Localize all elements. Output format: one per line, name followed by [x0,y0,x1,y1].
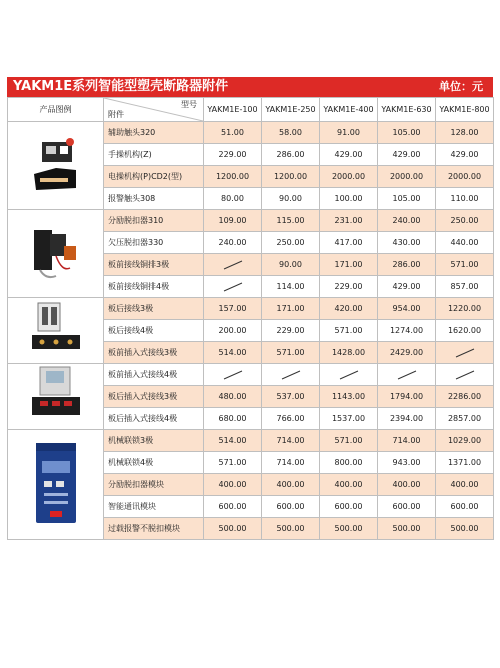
price-cell: 571.00 [262,342,320,364]
product-image-auxiliary-contact [8,122,104,210]
price-cell: 420.00 [320,298,378,320]
price-cell: 429.00 [436,144,494,166]
price-cell: 171.00 [320,254,378,276]
price-cell: 231.00 [320,210,378,232]
price-cell: 500.00 [204,518,262,540]
price-cell: 600.00 [204,496,262,518]
price-cell: 2394.00 [378,408,436,430]
price-cell: 1428.00 [320,342,378,364]
accessory-name: 分励脱扣器310 [104,210,204,232]
price-cell: 58.00 [262,122,320,144]
accessory-name: 板后接线4极 [104,320,204,342]
accessory-name: 板后插入式接线3极 [104,386,204,408]
price-cell: 714.00 [262,452,320,474]
model-label: 型号 [181,100,197,109]
price-cell: 954.00 [378,298,436,320]
accessory-name: 过载报警不脱扣模块 [104,518,204,540]
price-cell: 128.00 [436,122,494,144]
not-available-slash-icon [436,342,494,364]
accessory-name: 分励脱扣器模块 [104,474,204,496]
model-header: YAKM1E-100 [204,98,262,122]
image-column-header: 产品图例 [8,98,104,122]
price-cell: 1274.00 [378,320,436,342]
price-cell: 400.00 [262,474,320,496]
accessory-name: 板前接线铜排3极 [104,254,204,276]
price-cell: 480.00 [204,386,262,408]
accessory-name: 电操机构(P)CD2(型) [104,166,204,188]
not-available-slash-icon [262,364,320,386]
price-cell: 440.00 [436,232,494,254]
price-cell: 240.00 [378,210,436,232]
price-cell: 2857.00 [436,408,494,430]
price-cell: 80.00 [204,188,262,210]
model-header: YAKM1E-630 [378,98,436,122]
price-cell: 171.00 [262,298,320,320]
price-cell: 600.00 [436,496,494,518]
price-table [7,97,494,540]
table-row [8,210,494,232]
price-cell: 1794.00 [378,386,436,408]
not-available-slash-icon [320,364,378,386]
price-cell: 240.00 [204,232,262,254]
price-cell: 429.00 [320,144,378,166]
price-cell: 2286.00 [436,386,494,408]
product-image-rear-connection [8,298,104,364]
price-cell: 680.00 [204,408,262,430]
price-cell: 1620.00 [436,320,494,342]
unit-label: 单位：元 [439,80,483,93]
accessory-name: 板后接线3极 [104,298,204,320]
price-cell: 229.00 [262,320,320,342]
price-cell: 600.00 [262,496,320,518]
price-cell: 571.00 [204,452,262,474]
price-cell: 800.00 [320,452,378,474]
table-row [8,430,494,452]
price-cell: 90.00 [262,254,320,276]
price-cell: 514.00 [204,430,262,452]
price-cell: 429.00 [378,144,436,166]
price-cell: 51.00 [204,122,262,144]
price-cell: 1371.00 [436,452,494,474]
price-cell: 110.00 [436,188,494,210]
price-cell: 115.00 [262,210,320,232]
price-cell: 600.00 [320,496,378,518]
price-cell: 105.00 [378,188,436,210]
price-cell: 600.00 [378,496,436,518]
price-cell: 1200.00 [204,166,262,188]
price-cell: 286.00 [378,254,436,276]
header-row [8,98,494,122]
not-available-slash-icon [204,364,262,386]
accessory-name: 板前插入式接线3极 [104,342,204,364]
accessory-name: 板后插入式接线4极 [104,408,204,430]
price-cell: 200.00 [204,320,262,342]
price-cell: 500.00 [436,518,494,540]
diagonal-header-cell [104,98,204,122]
price-cell: 2000.00 [378,166,436,188]
price-cell: 114.00 [262,276,320,298]
price-cell: 1200.00 [262,166,320,188]
price-cell: 417.00 [320,232,378,254]
title-banner [7,77,493,97]
price-cell: 100.00 [320,188,378,210]
price-cell: 571.00 [320,430,378,452]
model-header: YAKM1E-250 [262,98,320,122]
price-cell: 229.00 [320,276,378,298]
price-cell: 500.00 [262,518,320,540]
accessory-name: 机械联锁4极 [104,452,204,474]
model-header: YAKM1E-400 [320,98,378,122]
price-cell: 400.00 [204,474,262,496]
price-cell: 514.00 [204,342,262,364]
price-cell: 2429.00 [378,342,436,364]
price-cell: 571.00 [320,320,378,342]
price-cell: 250.00 [436,210,494,232]
price-cell: 500.00 [378,518,436,540]
price-cell: 91.00 [320,122,378,144]
price-cell: 105.00 [378,122,436,144]
product-image-intelligent-module [8,430,104,540]
price-cell: 1143.00 [320,386,378,408]
product-image-shunt-trip [8,210,104,298]
not-available-slash-icon [204,254,262,276]
price-cell: 109.00 [204,210,262,232]
price-cell: 1029.00 [436,430,494,452]
price-cell: 714.00 [378,430,436,452]
not-available-slash-icon [436,364,494,386]
accessory-name: 板前接线铜排4极 [104,276,204,298]
price-cell: 571.00 [436,254,494,276]
table-row [8,122,494,144]
price-cell: 2000.00 [320,166,378,188]
product-image-plug-in-connection [8,364,104,430]
price-cell: 400.00 [320,474,378,496]
accessory-name: 欠压脱扣器330 [104,232,204,254]
price-cell: 430.00 [378,232,436,254]
price-cell: 766.00 [262,408,320,430]
price-cell: 2000.00 [436,166,494,188]
table-row [8,298,494,320]
price-cell: 537.00 [262,386,320,408]
price-cell: 943.00 [378,452,436,474]
price-cell: 857.00 [436,276,494,298]
part-label: 附件 [108,110,124,119]
price-cell: 157.00 [204,298,262,320]
not-available-slash-icon [204,276,262,298]
accessory-name: 辅助触头320 [104,122,204,144]
accessory-name: 机械联锁3极 [104,430,204,452]
price-cell: 714.00 [262,430,320,452]
price-cell: 429.00 [378,276,436,298]
model-header: YAKM1E-800 [436,98,494,122]
price-cell: 1537.00 [320,408,378,430]
price-cell: 1220.00 [436,298,494,320]
price-cell: 286.00 [262,144,320,166]
accessory-name: 手操机构(Z) [104,144,204,166]
price-cell: 400.00 [436,474,494,496]
page-title: YAKM1E系列智能型塑壳断路器附件 [13,79,229,94]
accessory-name: 智能通讯模块 [104,496,204,518]
price-cell: 250.00 [262,232,320,254]
table-row [8,364,494,386]
price-cell: 400.00 [378,474,436,496]
not-available-slash-icon [378,364,436,386]
price-cell: 90.00 [262,188,320,210]
accessory-name: 板前插入式接线4极 [104,364,204,386]
price-cell: 229.00 [204,144,262,166]
accessory-name: 报警触头308 [104,188,204,210]
price-cell: 500.00 [320,518,378,540]
